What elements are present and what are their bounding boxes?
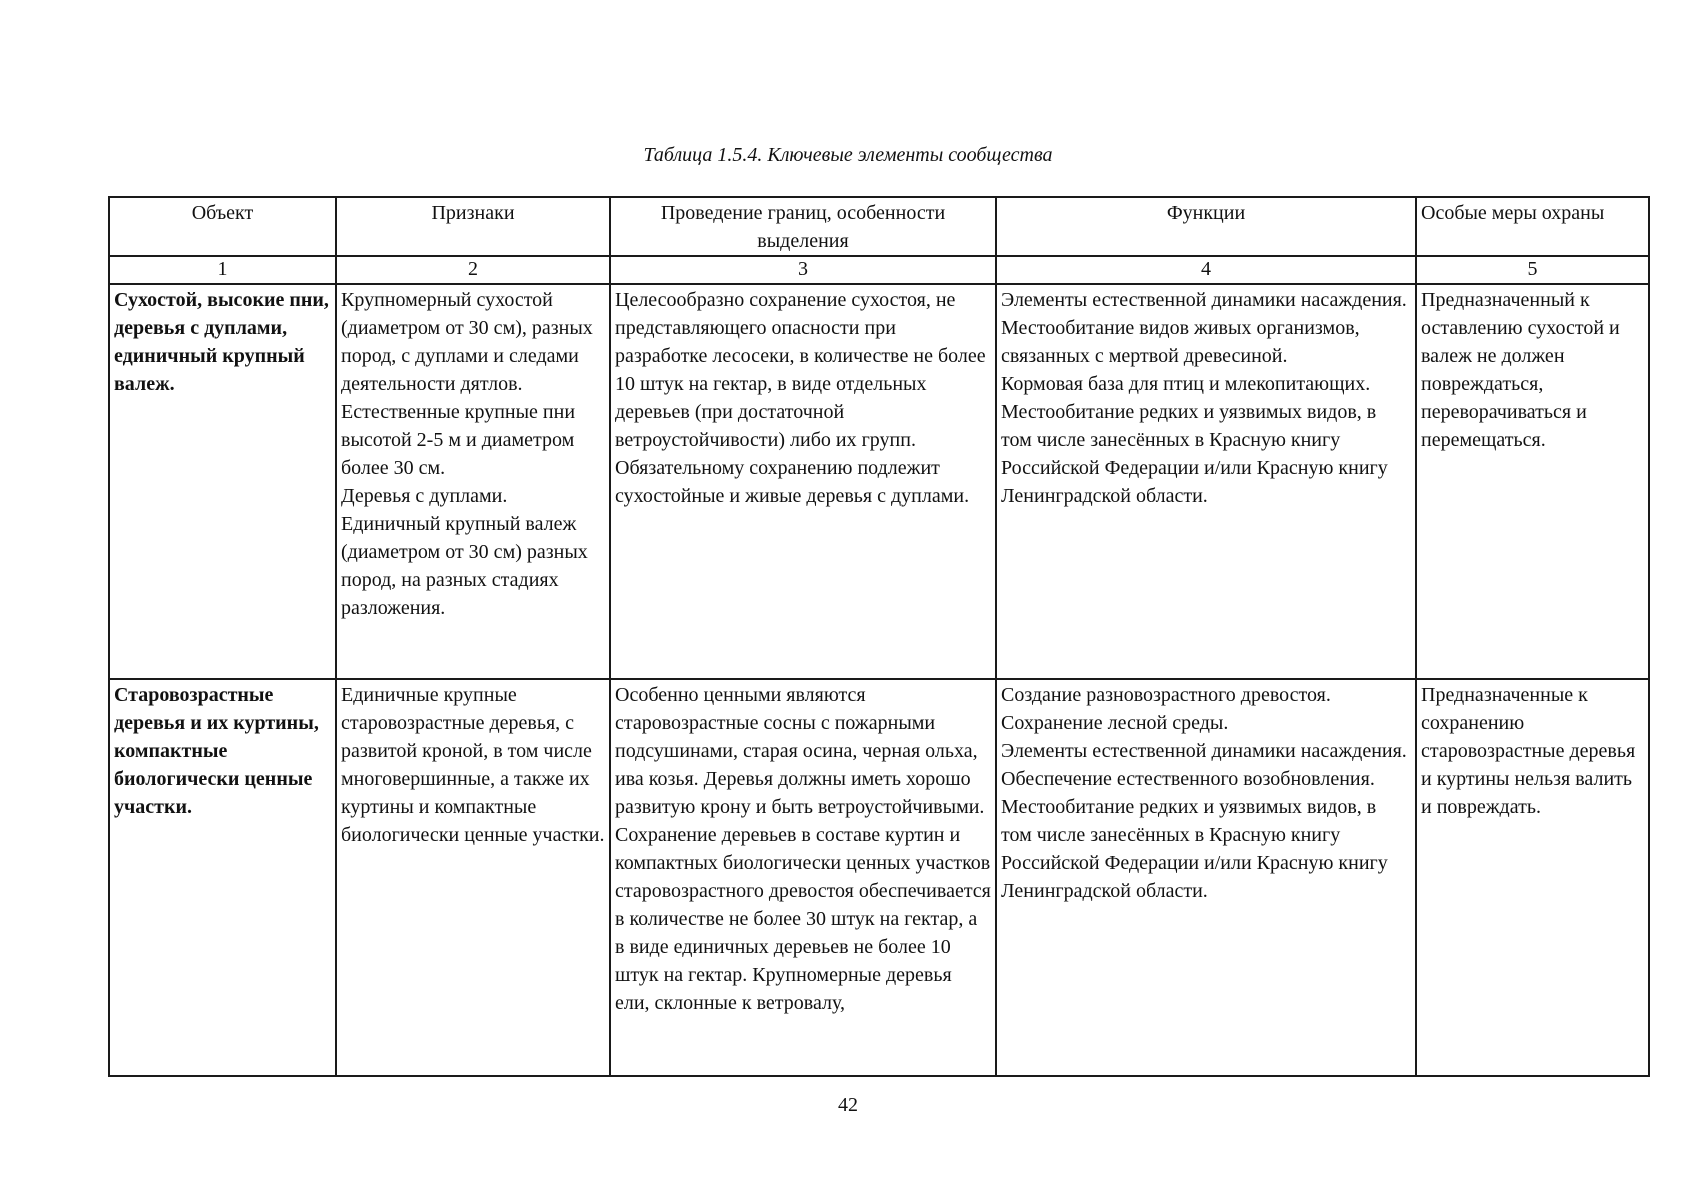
functions-paragraph: Местообитание редких и уязвимых видов, в том числе занесённых в Красную книгу Российской Федерации и/или Красную книгу Ленинградской области. [1001, 796, 1388, 902]
column-number: 4 [996, 256, 1416, 284]
signs-cell [336, 284, 610, 679]
page-number: 42 [838, 1094, 858, 1116]
object-cell: Старовозрастные деревья и их куртины, компактные биологически ценные участки. [109, 679, 336, 1076]
boundaries-cell [610, 284, 996, 679]
table-caption: Таблица 1.5.4. Ключевые элементы сообщества [643, 144, 1053, 166]
header-object: Объект [109, 197, 336, 256]
table-row [109, 284, 1649, 679]
header-boundaries: Проведение границ, особенности выделения [610, 197, 996, 256]
boundaries-paragraph: Целесообразно сохранение сухостоя, не представляющего опасности при разработке лесосеки, в количестве не более 10 штук на гектар, в виде отдельных деревьев (при достаточной ветроустойчивости) либо их групп. Обязательному сохранению подлежит сухостойные и живые деревья с дуплами. [615, 289, 986, 507]
header-row [109, 197, 1649, 256]
functions-cell [996, 679, 1416, 1076]
functions-paragraph: Сохранение лесной среды. [1001, 712, 1229, 734]
column-number: 1 [109, 256, 336, 284]
table-row [109, 679, 1649, 1076]
functions-cell [996, 284, 1416, 679]
header-protection: Особые меры охраны [1416, 197, 1649, 256]
header-signs: Признаки [336, 197, 610, 256]
signs-paragraph: Естественные крупные пни высотой 2-5 м и диаметром более 30 см. [341, 401, 576, 479]
signs-paragraph: Деревья с дуплами. [341, 485, 508, 507]
functions-paragraph: Местообитание видов живых организмов, связанных с мертвой древесиной. [1001, 317, 1360, 367]
column-number: 5 [1416, 256, 1649, 284]
signs-paragraph: Единичные крупные старовозрастные деревья, с развитой кроной, в том числе многовершинные, а также их куртины и компактные биологически ценные участки. [341, 684, 605, 846]
functions-paragraph: Местообитание редких и уязвимых видов, в том числе занесённых в Красную книгу Российской Федерации и/или Красную книгу Ленинградской области. [1001, 401, 1388, 507]
protection-paragraph: Предназначенные к сохранению старовозрастные деревья и куртины нельзя валить и повреждать. [1421, 684, 1636, 818]
object-cell: Сухостой, высокие пни, деревья с дуплами, единичный крупный валеж. [109, 284, 336, 679]
header-functions: Функции [996, 197, 1416, 256]
signs-paragraph: Единичный крупный валеж (диаметром от 30 см) разных пород, на разных стадиях разложения. [341, 513, 588, 619]
key-elements-table [108, 196, 1650, 1077]
boundaries-paragraph: Особенно ценными являются старовозрастные сосны с пожарными подсушинами, старая осина, черная ольха, ива козья. Деревья должны иметь хорошо развитую крону и быть ветроустойчивыми. Сохранение деревьев в составе куртин и компактных биологически ценных участков старовозрастного древостоя обеспечивается в количестве не более 30 штук на гектар, а в виде единичных деревьев не более 10 штук на гектар. Крупномерные деревья ели, склонные к ветровалу, [615, 684, 991, 1014]
protection-cell [1416, 284, 1649, 679]
functions-paragraph: Обеспечение естественного возобновления. [1001, 768, 1375, 790]
column-number: 2 [336, 256, 610, 284]
functions-paragraph: Элементы естественной динамики насаждения. [1001, 289, 1407, 311]
signs-cell [336, 679, 610, 1076]
signs-paragraph: Крупномерный сухостой (диаметром от 30 см), разных пород, с дуплами и следами деятельности дятлов. [341, 289, 593, 395]
protection-cell [1416, 679, 1649, 1076]
column-number: 3 [610, 256, 996, 284]
functions-paragraph: Кормовая база для птиц и млекопитающих. [1001, 373, 1371, 395]
protection-paragraph: Предназначенный к оставлению сухостой и валеж не должен повреждаться, переворачиваться и перемещаться. [1421, 289, 1620, 451]
boundaries-cell [610, 679, 996, 1076]
functions-paragraph: Создание разновозрастного древостоя. [1001, 684, 1331, 706]
column-number-row [109, 256, 1649, 284]
functions-paragraph: Элементы естественной динамики насаждения. [1001, 740, 1407, 762]
